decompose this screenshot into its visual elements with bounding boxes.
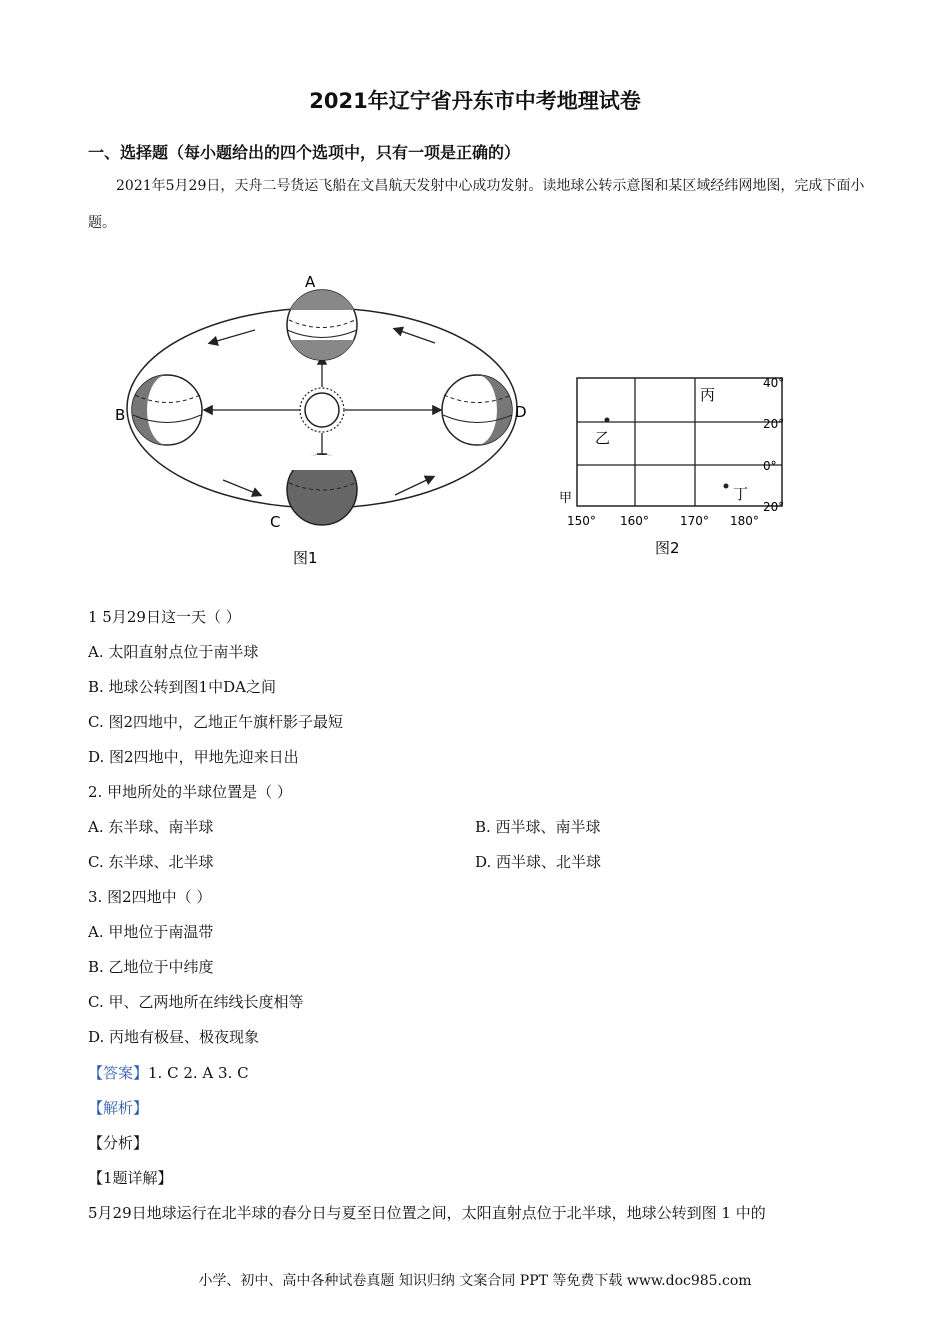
- question-1-option-b: B. 地球公转到图1中DA之间: [88, 678, 276, 696]
- question-1-option-a: A. 太阳直射点位于南半球: [88, 643, 259, 661]
- answer-label: 【答案】: [88, 1064, 149, 1082]
- lon-label: 180°: [730, 514, 759, 528]
- intro-text: 2021年5月29日，天舟二号货运飞船在文昌航天发射中心成功发射。读地球公转示意图和某区域经纬网地图，完成下面小题。: [88, 178, 865, 231]
- label-b: B: [115, 406, 126, 424]
- question-3-option-a: A. 甲地位于南温带: [88, 923, 214, 941]
- orbit-arrow: [223, 480, 260, 495]
- lat-label: 20°: [763, 417, 785, 431]
- question-2-option-d: D. 西半球、北半球: [475, 853, 602, 871]
- point-ding-label: 丁: [733, 485, 749, 503]
- lat-label: 20°: [763, 500, 785, 514]
- analysis-label: 【解析】: [88, 1099, 149, 1117]
- question-3-option-c: C. 甲、乙两地所在纬线长度相等: [88, 993, 304, 1011]
- figure2-graticule-map: [555, 365, 800, 565]
- question-1-option-d: D. 图2四地中，甲地先迎来日出: [88, 748, 299, 766]
- point-yi-marker: [605, 418, 610, 423]
- page-title: 2021年辽宁省丹东市中考地理试卷: [309, 89, 641, 113]
- point-bing-label: 丙: [700, 386, 716, 404]
- question-2-option-c: C. 东半球、北半球: [88, 853, 214, 871]
- orbit-arrow: [210, 330, 255, 343]
- question-2-stem: 2. 甲地所处的半球位置是（ ）: [88, 783, 292, 801]
- page-footer: 小学、初中、高中各种试卷真题 知识归纳 文案合同 PPT 等免费下载 www.doc985.com: [198, 1273, 752, 1289]
- figure2-caption: 图2: [655, 539, 680, 557]
- point-ding-marker: [724, 484, 729, 489]
- fenxi-label: 【分析】: [88, 1134, 149, 1152]
- lon-label: 160°: [620, 514, 649, 528]
- intro-paragraph: [88, 168, 868, 242]
- lat-label: 40°: [763, 376, 785, 390]
- answer-line: [88, 1062, 249, 1083]
- question-1-stem: 1 5月29日这一天（ ）: [88, 608, 241, 626]
- sun-icon: [300, 388, 344, 432]
- detail-label: 【1题详解】: [88, 1169, 173, 1187]
- point-jia-label: 甲: [559, 491, 573, 506]
- label-a: A: [305, 273, 316, 291]
- point-yi-label: 乙: [595, 429, 611, 447]
- question-3-option-b: B. 乙地位于中纬度: [88, 958, 214, 976]
- answer-text: 1. C 2. A 3. C: [148, 1064, 249, 1082]
- figure1-revolution-diagram: [95, 265, 535, 570]
- detail-text: 5月29日地球运行在北半球的春分日与夏至日位置之间，太阳直射点位于北半球，地球公转到图 1 中的: [88, 1204, 766, 1222]
- earth-position-b: [132, 375, 202, 445]
- orbit-arrow: [395, 329, 435, 343]
- earth-position-d: [442, 375, 512, 445]
- earth-position-a: [287, 290, 357, 360]
- earth-position-c: [287, 455, 357, 525]
- question-1-option-c: C. 图2四地中，乙地正午旗杆影子最短: [88, 713, 344, 731]
- label-c: C: [270, 513, 281, 531]
- label-d: D: [515, 403, 527, 421]
- lon-label: 150°: [567, 514, 596, 528]
- lat-label: 0°: [763, 459, 777, 473]
- question-3-option-d: D. 丙地有极昼、极夜现象: [88, 1028, 260, 1046]
- question-3-stem: 3. 图2四地中（ ）: [88, 888, 212, 906]
- section-heading: 一、选择题（每小题给出的四个选项中，只有一项是正确的）: [88, 143, 521, 162]
- lon-label: 170°: [680, 514, 709, 528]
- question-2-option-a: A. 东半球、南半球: [88, 818, 214, 836]
- question-2-option-b: B. 西半球、南半球: [475, 818, 601, 836]
- figure1-caption: 图1: [293, 549, 318, 567]
